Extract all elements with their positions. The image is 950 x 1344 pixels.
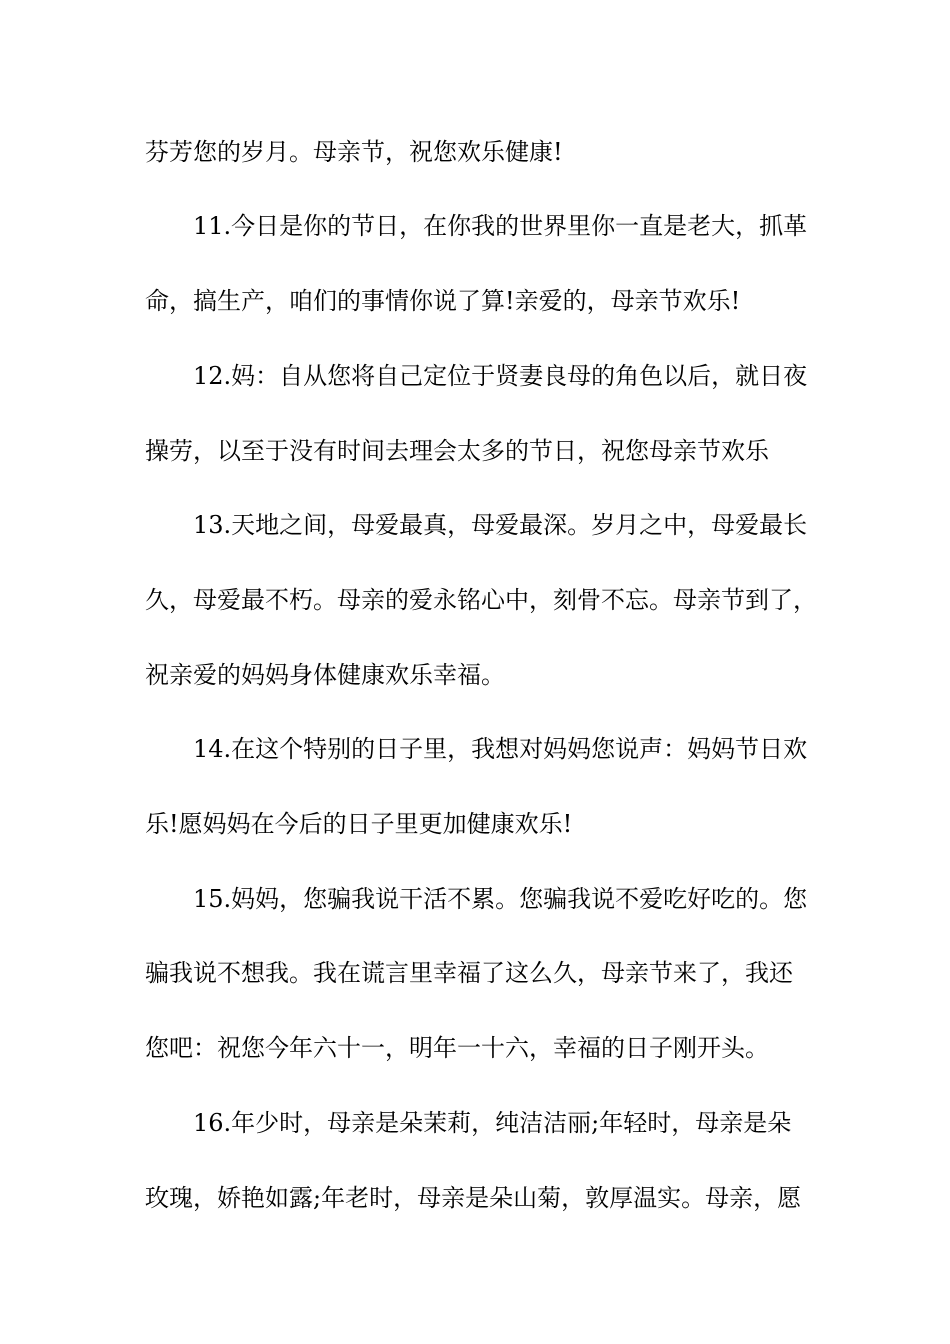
text-line: 15.妈妈，您骗我说干活不累。您骗我说不爱吃好吃的。您 — [193, 885, 808, 913]
text-line: 12.妈：自从您将自己定位于贤妻良母的角色以后，就日夜 — [193, 362, 808, 390]
text-line: 祝亲爱的妈妈身体健康欢乐幸福。 — [145, 661, 505, 689]
text-line: 您吧：祝您今年六十一，明年一十六，幸福的日子刚开头。 — [145, 1034, 769, 1062]
text-line: 玫瑰，娇艳如露;年老时，母亲是朵山菊，敦厚温实。母亲，愿 — [145, 1184, 802, 1212]
text-line: 骗我说不想我。我在谎言里幸福了这么久，母亲节来了，我还 — [145, 959, 793, 987]
text-line: 11.今日是你的节日，在你我的世界里你一直是老大，抓革 — [193, 212, 808, 240]
text-line: 操劳，以至于没有时间去理会太多的节日，祝您母亲节欢乐 — [145, 437, 769, 465]
text-line: 命，搞生产，咱们的事情你说了算!亲爱的，母亲节欢乐! — [145, 287, 741, 315]
text-line: 乐!愿妈妈在今后的日子里更加健康欢乐! — [145, 810, 573, 838]
text-line: 16.年少时，母亲是朵茉莉，纯洁洁丽;年轻时，母亲是朵 — [193, 1109, 792, 1137]
text-line: 14.在这个特别的日子里，我想对妈妈您说声：妈妈节日欢 — [193, 735, 808, 763]
text-line: 久，母爱最不朽。母亲的爱永铭心中，刻骨不忘。母亲节到了， — [145, 586, 817, 614]
text-line: 13.天地之间，母爱最真，母爱最深。岁月之中，母爱最长 — [193, 511, 808, 539]
text-line: 芬芳您的岁月。母亲节，祝您欢乐健康! — [145, 138, 563, 166]
